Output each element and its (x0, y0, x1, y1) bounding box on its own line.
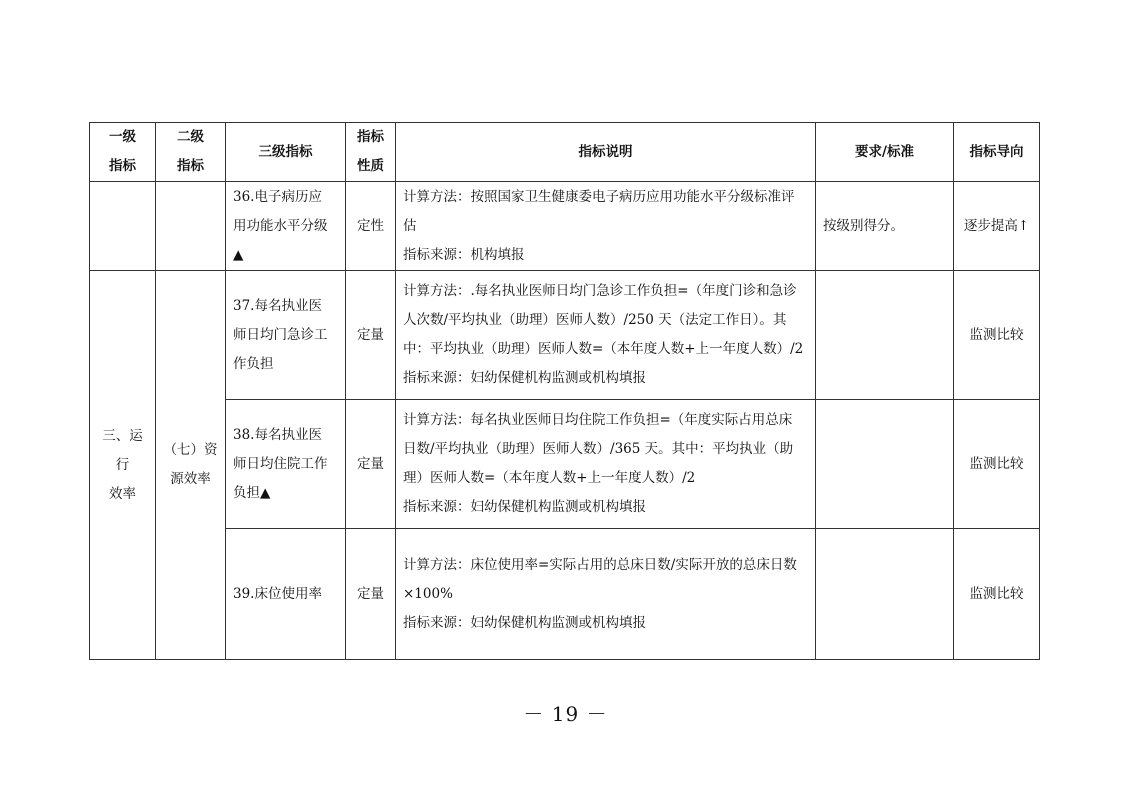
header-level2 (156, 123, 226, 182)
row-39-description-line-3: 指标来源：妇幼保健机构监测或机构填报 (403, 614, 646, 631)
header-nature-line-2: 性质 (357, 158, 384, 174)
header-level3: 三级指标 (226, 123, 346, 182)
row-38-nature: 定量 (346, 400, 396, 529)
row-37-level3 (226, 271, 346, 400)
row-38-description-line-2: 日数/平均执业（助理）医师人数）/365 天。其中：平均执业（助 (403, 441, 794, 457)
row-37-requirement (816, 271, 954, 400)
row-39-nature: 定量 (346, 529, 396, 660)
row-38-description-line-1: 计算方法：每名执业医师日均住院工作负担=（年度实际占用总床 (403, 412, 793, 428)
row-38-direction: 监测比较 (954, 400, 1040, 529)
row-39-level3-line-1: 39.床位使用率 (233, 585, 322, 602)
row-37-description-line-3: 中：平均执业（助理）医师人数=（本年度人数+上一年度人数）/2 (403, 341, 804, 357)
row-36-description-line-1: 计算方法：按照国家卫生健康委电子病历应用功能水平分级标准评 (403, 188, 795, 205)
row-39-description (396, 529, 816, 660)
row-39-description-line-2: ×100% (403, 585, 453, 602)
row-36-nature: 定性 (346, 182, 396, 271)
row-38-level3-line-2: 师日均住院工作 (233, 455, 328, 472)
header-level1-line-1: 一级 (109, 129, 136, 145)
row-36-description (396, 182, 816, 271)
row-38-level3-line-3: 负担▲ (233, 484, 271, 501)
table-row (90, 400, 1040, 529)
row-38-requirement (816, 400, 954, 529)
row-37-description-line-1: 计算方法：.每名执业医师日均门急诊工作负担=（年度门诊和急诊 (403, 283, 797, 299)
row-36-level3-line-1: 36.电子病历应 (233, 188, 322, 205)
row-38-level3-line-1: 38.每名执业医 (233, 426, 322, 443)
header-requirement: 要求/标准 (816, 123, 954, 182)
table-row (90, 182, 1040, 271)
header-nature (346, 123, 396, 182)
group-level2-line-1: （七）资 (163, 442, 218, 458)
row-36-description-line-2: 估 (403, 217, 417, 234)
group-level1-line-1: 三、运行 (102, 427, 143, 473)
row-37-level3-line-1: 37.每名执业医 (233, 297, 322, 314)
row-36-level1 (90, 182, 156, 271)
row-36-requirement: 按级别得分。 (816, 182, 954, 271)
row-39-level3 (226, 529, 346, 660)
row-36-level2 (156, 182, 226, 271)
indicator-table (89, 122, 1040, 660)
row-36-description-line-3: 指标来源：机构填报 (403, 246, 525, 263)
header-direction: 指标导向 (954, 123, 1040, 182)
header-level1-line-2: 指标 (109, 158, 136, 174)
row-36-level3-line-3: ▲ (233, 246, 244, 263)
row-37-description-line-4: 指标来源：妇幼保健机构监测或机构填报 (403, 370, 646, 386)
row-37-level3-line-2: 师日均门急诊工 (233, 326, 328, 343)
header-row (90, 123, 1040, 182)
group-level2 (156, 271, 226, 660)
row-38-level3 (226, 400, 346, 529)
row-39-direction: 监测比较 (954, 529, 1040, 660)
table-row (90, 529, 1040, 660)
row-39-requirement (816, 529, 954, 660)
row-36-level3 (226, 182, 346, 271)
header-description: 指标说明 (396, 123, 816, 182)
page-number: － 19 － (523, 702, 608, 726)
table-row (90, 271, 1040, 400)
group-level1-line-2: 效率 (109, 485, 136, 502)
header-level2-line-1: 二级 (177, 129, 204, 145)
row-36-direction: 逐步提高↑ (954, 182, 1040, 271)
row-37-level3-line-3: 作负担 (233, 355, 274, 372)
row-38-description-line-3: 理）医师人数=（本年度人数+上一年度人数）/2 (403, 470, 696, 486)
header-level1 (90, 123, 156, 182)
row-39-description-line-1: 计算方法：床位使用率=实际占用的总床日数/实际开放的总床日数 (403, 556, 797, 573)
row-37-description-line-2: 人次数/平均执业（助理）医师人数）/250 天（法定工作日）。其 (403, 312, 787, 328)
row-38-description (396, 400, 816, 529)
row-36-level3-line-2: 用功能水平分级 (233, 217, 328, 234)
row-37-description (396, 271, 816, 400)
row-37-nature: 定量 (346, 271, 396, 400)
header-nature-line-1: 指标 (357, 129, 384, 145)
group-level1 (90, 271, 156, 660)
row-37-direction: 监测比较 (954, 271, 1040, 400)
group-level2-line-2: 源效率 (170, 471, 211, 487)
header-level2-line-2: 指标 (177, 158, 204, 174)
row-38-description-line-4: 指标来源：妇幼保健机构监测或机构填报 (403, 499, 646, 515)
